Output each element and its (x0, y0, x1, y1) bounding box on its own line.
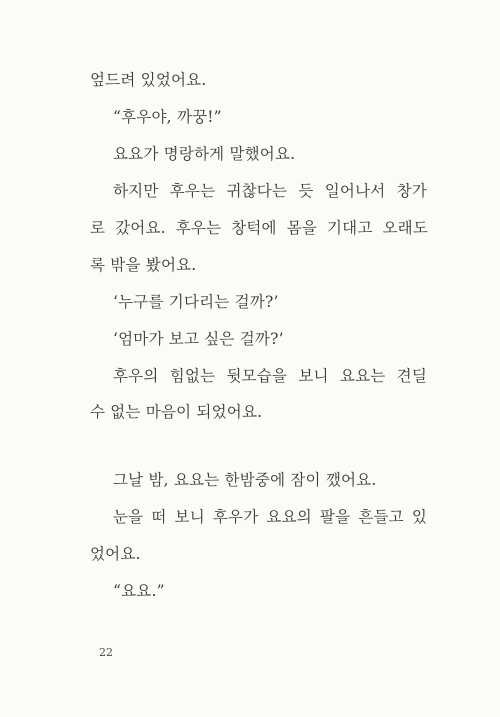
text-line-3: 요요가 명랑하게 말했어요. (113, 145, 296, 163)
text-line-14: “요요.” (113, 582, 165, 600)
text-line-13: 었어요. (90, 545, 141, 563)
text-line-5: 로 갔어요. 후우는 창턱에 몸을 기대고 오래도 (90, 219, 428, 237)
text-line-2: “후우야, 까꿍!” (113, 108, 222, 126)
text-line-1: 엎드려 있었어요. (90, 71, 207, 89)
text-line-7: ‘누구를 기다리는 걸까?’ (113, 293, 279, 311)
text-line-8: ‘엄마가 보고 싶은 걸까?’ (113, 330, 284, 348)
page-number: 22 (99, 646, 113, 659)
text-line-10: 수 없는 마음이 되었어요. (90, 403, 263, 421)
text-line-12: 눈을 떠 보니 후우가 요요의 팔을 흔들고 있 (113, 508, 427, 526)
text-line-6: 록 밖을 봤어요. (90, 256, 197, 274)
text-line-9: 후우의 힘없는 뒷모습을 보니 요요는 견딜 (113, 367, 427, 385)
text-line-4: 하지만 후우는 귀찮다는 듯 일어나서 창가 (113, 182, 427, 200)
text-line-11: 그날 밤, 요요는 한밤중에 잠이 깼어요. (113, 471, 377, 489)
